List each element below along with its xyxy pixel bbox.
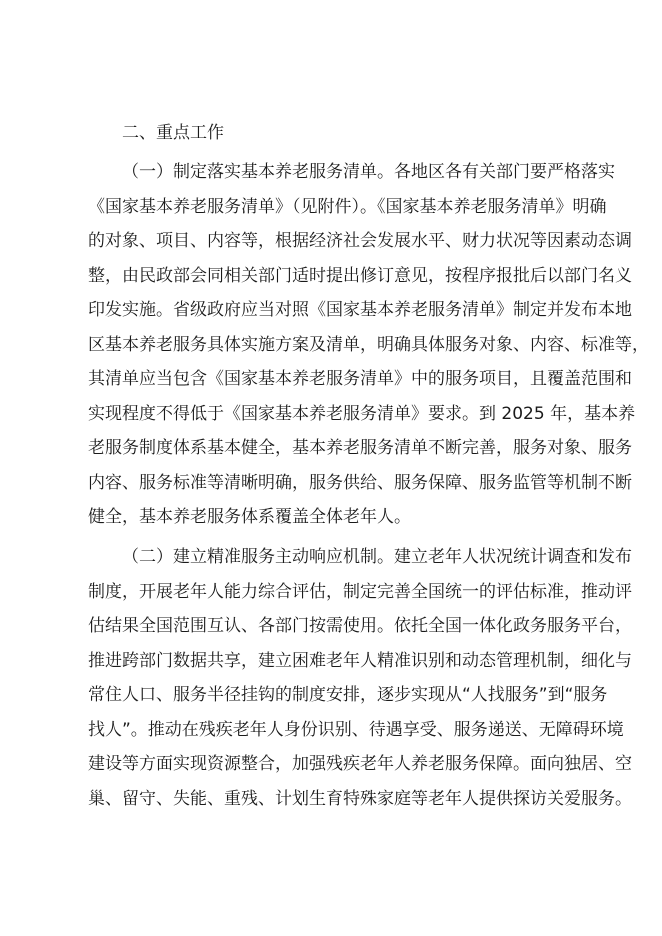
text-line: 印发实施。省级政府应当对照《国家基本养老服务清单》制定并发布本地 bbox=[88, 300, 632, 320]
text-line: 整，由民政部会同相关部门适时提出修订意见，按程序报批后以部门名义 bbox=[88, 265, 632, 286]
text-line: 《国家基本养老服务清单》（见附件）。《国家基本养老服务清单》明确 bbox=[88, 196, 607, 217]
text-line: 健全，基本养老服务体系覆盖全体老年人。 bbox=[88, 507, 411, 527]
text-line: 老服务制度体系基本健全，基本养老服务清单不断完善，服务对象、服务 bbox=[88, 438, 632, 458]
text-line: 巢、留守、失能、重残、计划生育特殊家庭等老年人提供探访关爱服务。 bbox=[88, 788, 632, 809]
section-heading: 二、重点工作 bbox=[122, 123, 224, 143]
text-line: （一）制定落实基本养老服务清单。各地区各有关部门要严格落实 bbox=[122, 162, 615, 182]
text-line: 常住人口、服务半径挂钩的制度安排，逐步实现从“人找服务”到“服务 bbox=[88, 685, 608, 705]
text-line: 内容、服务标准等清晰明确，服务供给、服务保障、服务监管等机制不断 bbox=[88, 472, 632, 493]
text-line: 区基本养老服务具体实施方案及清单，明确具体服务对象、内容、标准等， bbox=[88, 334, 649, 355]
text-line: （二）建立精准服务主动响应机制。建立老年人状况统计调查和发布 bbox=[122, 547, 632, 567]
text-line: 推进跨部门数据共享，建立困难老年人精准识别和动态管理机制，细化与 bbox=[88, 650, 632, 671]
text-line: 找人”。推动在残疾老年人身份识别、待遇享受、服务递送、无障碍环境 bbox=[88, 719, 624, 740]
text-line: 制度，开展老年人能力综合评估，制定完善全国统一的评估标准，推动评 bbox=[88, 581, 632, 602]
text-line: 估结果全国范围互认、各部门按需使用。依托全国一体化政务服务平台， bbox=[88, 616, 632, 636]
text-line: 建设等方面实现资源整合，加强残疾老年人养老服务保障。面向独居、空 bbox=[88, 754, 632, 774]
text-line: 实现程度不得低于《国家基本养老服务清单》要求。到 2025 年，基本养 bbox=[88, 403, 636, 424]
text-line: 其清单应当包含《国家基本养老服务清单》中的服务项目，且覆盖范围和 bbox=[88, 369, 632, 389]
text-line: 的对象、项目、内容等，根据经济社会发展水平、财力状况等因素动态调 bbox=[88, 231, 632, 251]
